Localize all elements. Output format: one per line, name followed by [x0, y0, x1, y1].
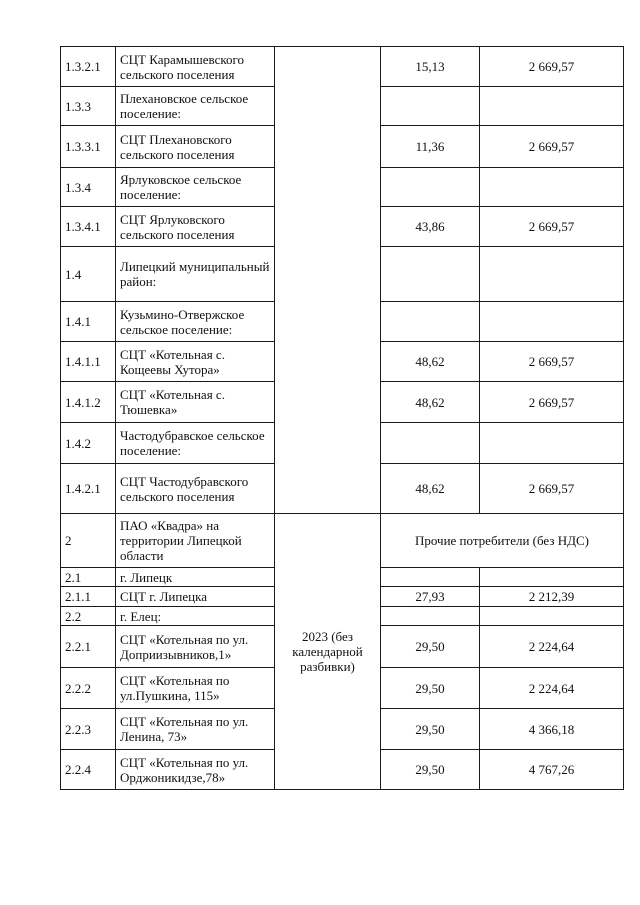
row-rate-1: 48,62 — [381, 342, 480, 382]
row-number: 1.4.1 — [61, 302, 116, 342]
row-rate-1 — [381, 247, 480, 302]
table-row — [61, 47, 624, 87]
row-number: 1.4.2 — [61, 423, 116, 464]
row-rate-1 — [381, 607, 480, 626]
row-rate-2 — [480, 302, 624, 342]
period-cell-empty — [275, 47, 381, 514]
row-number: 1.3.2.1 — [61, 47, 116, 87]
row-rate-1: 29,50 — [381, 668, 480, 709]
row-number: 2.2 — [61, 607, 116, 626]
row-number: 1.3.3.1 — [61, 126, 116, 168]
row-rate-2: 2 669,57 — [480, 47, 624, 87]
period-cell: 2023 (без календарной разбивки) — [275, 514, 381, 790]
row-number: 1.3.4 — [61, 168, 116, 207]
row-rate-2: 2 224,64 — [480, 626, 624, 668]
row-number: 2.2.1 — [61, 626, 116, 668]
row-rate-1 — [381, 302, 480, 342]
row-name: СЦТ г. Липецка — [116, 587, 275, 607]
row-name: СЦТ «Котельная с. Тюшевка» — [116, 382, 275, 423]
row-name: Частодубравское сельское поселение: — [116, 423, 275, 464]
row-rate-1: 48,62 — [381, 464, 480, 514]
row-rate-1: 15,13 — [381, 47, 480, 87]
row-rate-2: 2 224,64 — [480, 668, 624, 709]
row-number: 1.3.3 — [61, 87, 116, 126]
row-name: Ярлуковское сельское поселение: — [116, 168, 275, 207]
row-number: 2.1.1 — [61, 587, 116, 607]
row-rate-2 — [480, 168, 624, 207]
row-number: 2.2.2 — [61, 668, 116, 709]
row-name: СЦТ Карамышевского сельского поселения — [116, 47, 275, 87]
row-rate-1: 48,62 — [381, 382, 480, 423]
row-name: Кузьмино-Отвержское сельское поселение: — [116, 302, 275, 342]
row-rate-2: 4 767,26 — [480, 750, 624, 790]
row-rate-2 — [480, 568, 624, 587]
row-rate-1 — [381, 168, 480, 207]
row-rate-1: 43,86 — [381, 207, 480, 247]
row-name: ПАО «Квадра» на территории Липецкой области — [116, 514, 275, 568]
row-name: Липецкий муниципальный район: — [116, 247, 275, 302]
row-rate-2: 2 669,57 — [480, 207, 624, 247]
row-number: 2.1 — [61, 568, 116, 587]
row-name: СЦТ «Котельная по ул.Пушкина, 115» — [116, 668, 275, 709]
row-rate-2: 4 366,18 — [480, 709, 624, 750]
row-number: 1.4.1.1 — [61, 342, 116, 382]
row-rate-2 — [480, 247, 624, 302]
row-rate-2 — [480, 87, 624, 126]
row-rate-1 — [381, 87, 480, 126]
section-row — [61, 514, 624, 568]
row-rate-1 — [381, 568, 480, 587]
row-rate-1: 29,50 — [381, 626, 480, 668]
tariff-table — [60, 46, 624, 790]
row-rate-2: 2 669,57 — [480, 464, 624, 514]
row-name: г. Елец: — [116, 607, 275, 626]
row-rate-2: 2 669,57 — [480, 126, 624, 168]
row-rate-2: 2 669,57 — [480, 382, 624, 423]
row-number: 2 — [61, 514, 116, 568]
row-name: СЦТ «Котельная с. Кощеевы Хутора» — [116, 342, 275, 382]
row-number: 1.4.1.2 — [61, 382, 116, 423]
row-number: 1.4 — [61, 247, 116, 302]
row-name: СЦТ «Котельная по ул. Ленина, 73» — [116, 709, 275, 750]
row-rate-2 — [480, 607, 624, 626]
row-name: СЦТ Ярлуковского сельского поселения — [116, 207, 275, 247]
row-name: СЦТ «Котельная по ул. Орджоникидзе,78» — [116, 750, 275, 790]
row-number: 2.2.4 — [61, 750, 116, 790]
row-name: Плехановское сельское поселение: — [116, 87, 275, 126]
row-name: г. Липецк — [116, 568, 275, 587]
row-number: 2.2.3 — [61, 709, 116, 750]
row-name: СЦТ «Котельная по ул. Доприизывников,1» — [116, 626, 275, 668]
row-rate-2 — [480, 423, 624, 464]
row-rate-2: 2 212,39 — [480, 587, 624, 607]
row-rate-1: 29,50 — [381, 750, 480, 790]
row-rate-1: 11,36 — [381, 126, 480, 168]
row-number: 1.4.2.1 — [61, 464, 116, 514]
row-rate-1: 27,93 — [381, 587, 480, 607]
row-name: СЦТ Плехановского сельского поселения — [116, 126, 275, 168]
row-rate-1 — [381, 423, 480, 464]
consumers-header: Прочие потребители (без НДС) — [381, 514, 624, 568]
row-rate-2: 2 669,57 — [480, 342, 624, 382]
row-number: 1.3.4.1 — [61, 207, 116, 247]
row-rate-1: 29,50 — [381, 709, 480, 750]
row-name: СЦТ Частодубравского сельского поселения — [116, 464, 275, 514]
